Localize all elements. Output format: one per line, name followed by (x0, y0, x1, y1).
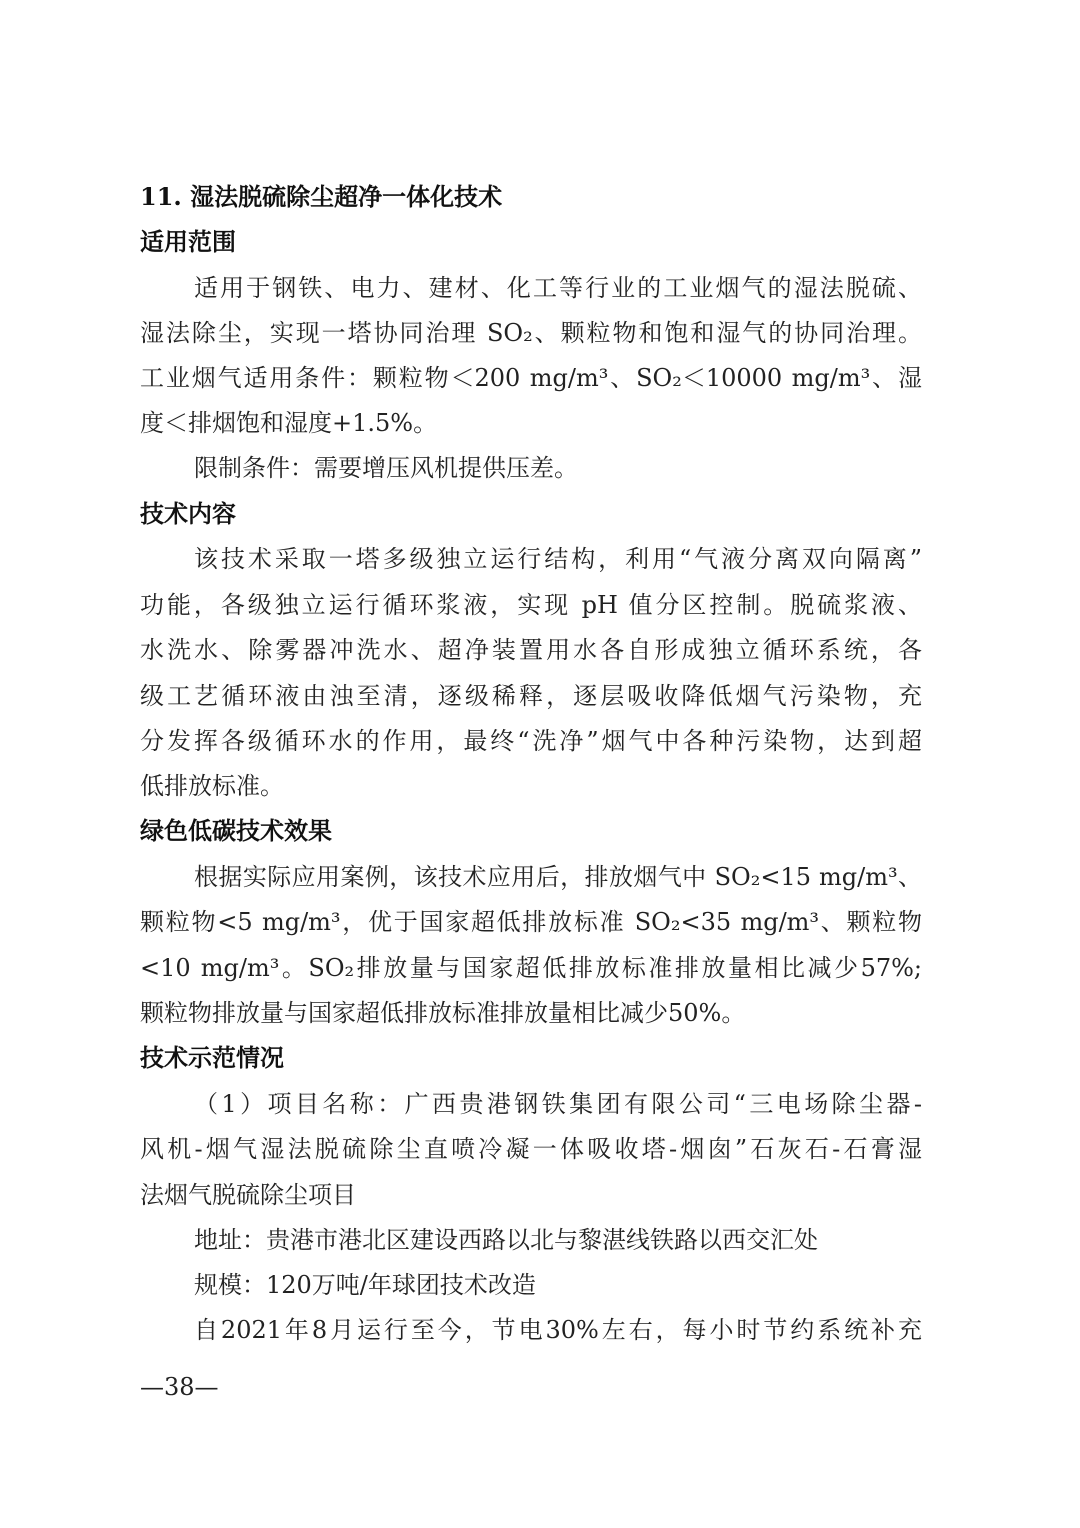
paragraph-line: 颗粒物<5 mg/m³，优于国家超低排放标准 SO₂<35 mg/m³、颗粒物 (140, 908, 922, 936)
paragraph-line: 级工艺循环液由浊至清，逐级稀释，逐层吸收降低烟气污染物，充 (140, 682, 922, 710)
subheading-content: 技术内容 (140, 499, 236, 528)
paragraph-line: 自2021年8月运行至今，节电30%左右，每小时节约系统补充 (194, 1316, 922, 1344)
paragraph-line: 规模：120万吨/年球团技术改造 (194, 1271, 536, 1299)
paragraph-line: 分发挥各级循环水的作用，最终“洗净”烟气中各种污染物，达到超 (140, 727, 922, 755)
paragraph-line: 限制条件：需要增压风机提供压差。 (194, 454, 578, 482)
paragraph-line: 风机-烟气湿法脱硫除尘直喷冷凝一体吸收塔-烟囱”石灰石-石膏湿 (140, 1135, 922, 1163)
paragraph-line: 根据实际应用案例，该技术应用后，排放烟气中 SO₂<15 mg/m³、 (194, 863, 922, 891)
paragraph-line: 颗粒物排放量与国家超低排放标准排放量相比减少50%。 (140, 999, 746, 1027)
section-title: 11. 湿法脱硫除尘超净一体化技术 (140, 182, 503, 211)
paragraph-line: 低排放标准。 (140, 772, 284, 800)
subheading-demonstration: 技术示范情况 (140, 1043, 284, 1072)
paragraph-line: 工业烟气适用条件：颗粒物＜200 mg/m³、SO₂＜10000 mg/m³、湿 (140, 364, 922, 392)
paragraph-line: （1）项目名称：广西贵港钢铁集团有限公司“三电场除尘器- (194, 1090, 922, 1118)
paragraph-line: <10 mg/m³。SO₂排放量与国家超低排放标准排放量相比减少57%; (140, 954, 922, 982)
paragraph-line: 法烟气脱硫除尘项目 (140, 1181, 356, 1209)
paragraph-line: 湿法除尘，实现一塔协同治理 SO₂、颗粒物和饱和湿气的协同治理。 (140, 319, 922, 347)
paragraph-line: 度＜排烟饱和湿度+1.5%。 (140, 409, 438, 437)
paragraph-line: 该技术采取一塔多级独立运行结构，利用“气液分离双向隔离” (194, 545, 922, 573)
paragraph-line: 适用于钢铁、电力、建材、化工等行业的工业烟气的湿法脱硫、 (194, 274, 922, 302)
page-number: —38— (140, 1373, 219, 1401)
subheading-effect: 绿色低碳技术效果 (140, 816, 332, 845)
paragraph-line: 地址：贵港市港北区建设西路以北与黎湛线铁路以西交汇处 (194, 1226, 818, 1254)
paragraph-line: 水洗水、除雾器冲洗水、超净装置用水各自形成独立循环系统，各 (140, 636, 922, 664)
subheading-scope: 适用范围 (140, 227, 236, 256)
paragraph-line: 功能，各级独立运行循环浆液，实现 pH 值分区控制。脱硫浆液、 (140, 591, 922, 619)
